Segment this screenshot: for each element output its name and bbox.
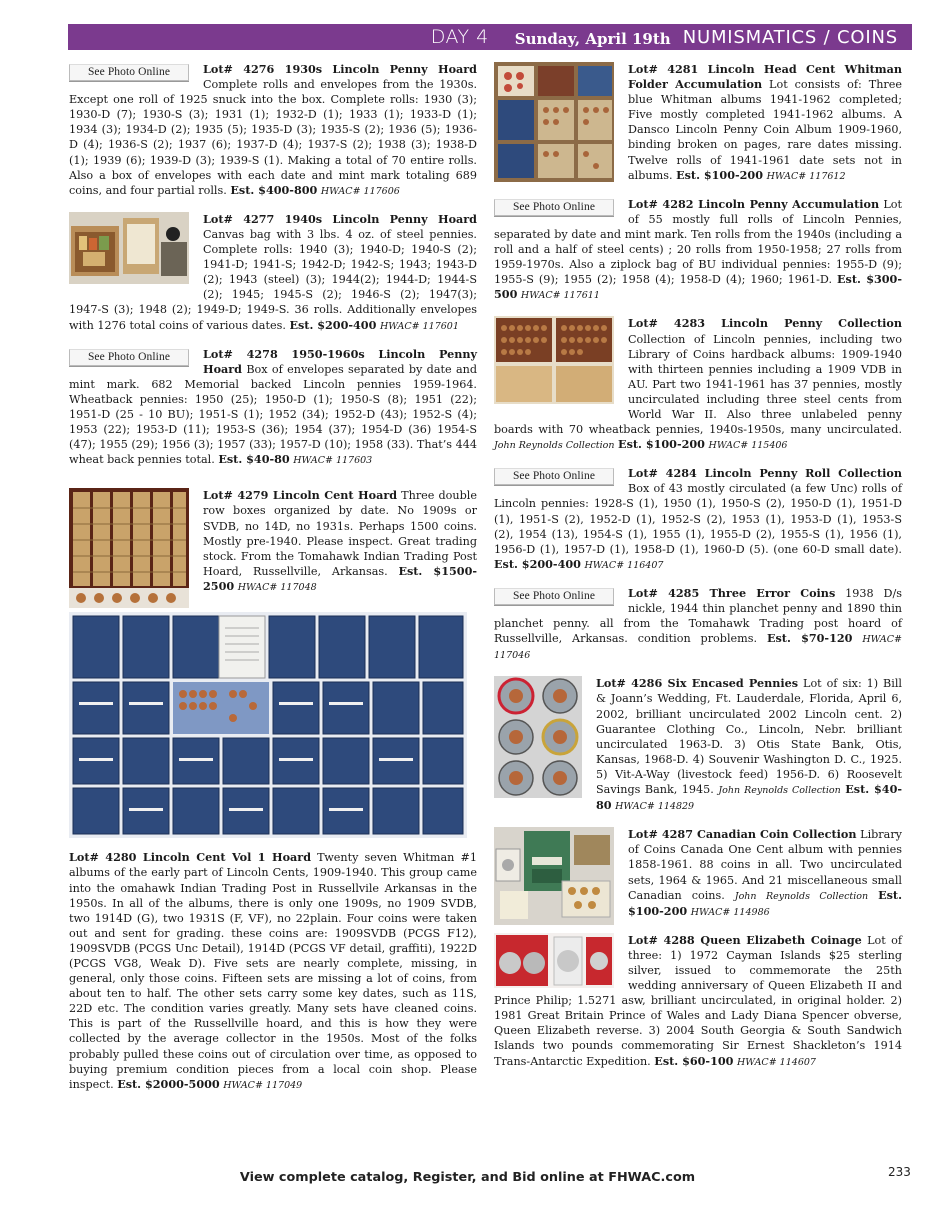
lot-estimate: Est. $300-500 [494, 272, 902, 302]
lot-estimate: Est. $60-100 [654, 1053, 734, 1068]
lot-photo[interactable] [494, 933, 614, 988]
lot-4286 [494, 676, 902, 814]
lot-4285 [494, 586, 902, 663]
lot-collection: John Reynolds Collection [494, 440, 615, 452]
page-header [68, 24, 912, 50]
lot-reference: HWAC# 117611 [520, 290, 600, 302]
see-photo-online-button[interactable]: See Photo Online [494, 199, 614, 216]
lot-photo[interactable] [494, 62, 614, 182]
lot-4276 [69, 62, 477, 199]
footer-text: View complete catalog, Register, and Bid online at [239, 1170, 609, 1185]
lot-reference: HWAC# 117046 [494, 634, 902, 662]
lot-reference: HWAC# 115406 [708, 440, 788, 452]
see-photo-online-button[interactable]: See Photo Online [69, 349, 189, 366]
lot-4283 [494, 316, 902, 453]
lot-4279 [69, 488, 477, 595]
lot-4287 [494, 827, 902, 920]
lot-reference: HWAC# 117049 [223, 1079, 303, 1091]
lot-description: Lot of three: 1) 1972 Cayman Islands $25 sterling silver, issued to commemorate the 25th wedding anniversary of Queen Elizabeth II and Prince Philip; 1.5271 asw, brilliant uncirculated, in original holder. 2) 1981 Great Britain Prince of Wales and Lady Diana Spencer obverse, Queen Elizabeth reverse. 3) 2004 South Georgia & South Sandwich Islands two pounds commemorating Sir Ernest Shackleton’s 1914 Trans-Antarctic Expedition. [494, 933, 902, 1068]
lot-reference: HWAC# 117603 [293, 455, 373, 467]
lot-title: Lot# 4284 Lincoln Penny Roll Collection [628, 466, 902, 481]
lot-photo[interactable] [494, 316, 614, 404]
lot-4284 [494, 466, 902, 573]
lot-collection: John Reynolds Collection [718, 785, 841, 797]
lot-description: Lot of 55 mostly full rolls of Lincoln Pennies, separated by date and mint mark. Ten rolls from the 1940s (including a roll and a half of steel cents) ; 20 rolls from 1950-1958; 27 rolls from 1959-1970s. Also a ziplock bag of BU individual pennies: 1955-D (9); 1955-S (9); 1955 (2); 1958 (4); 1958-D (4); 1960; 1961-D. [494, 197, 902, 287]
lot-4280 [69, 850, 477, 1093]
left-column [69, 62, 477, 1106]
see-photo-online-button[interactable]: See Photo Online [494, 588, 614, 605]
lot-reference: HWAC# 114607 [737, 1056, 816, 1068]
lot-title: Lot# 4280 Lincoln Cent Vol 1 Hoard [69, 850, 312, 865]
lot-description: Complete rolls and envelopes from the 1930s. Except one roll of 1925 snuck into the box. Complete rolls: 1930 (3); 1930-D (7); 1930-S (3); 1931 (1); 1932-D (1); 1933 (1); 1933-D (1); 1934 (3); 1934-D (2); 1935 (5); 1935-D (3); 1935-S (2); 1936 (5); 1936-D (4); 1936-S (2); 1937 (6); 1937-D (4); 1937-S (2); 1938 (3); 1938-D (1); 1939 (6); 1939-D (3); 1939-S (1). Making a total of 70 entire rolls. Also a box of envelopes with each date and mint mark totaling 689 coins, and four partial rolls. [69, 78, 477, 197]
lot-title: Lot# 4287 Canadian Coin Collection [628, 827, 857, 842]
lot-title: Lot# 4286 Six Encased Pennies [596, 676, 799, 691]
lot-4282 [494, 197, 902, 304]
lot-title: Lot# 4281 Lincoln Head Cent Whitman Folder Accumulation [628, 62, 902, 92]
lot-description: Collection of Lincoln pennies, including two Library of Coins hardback albums: 1909-1940 with thirteen pennies including a 1909 VDB in AU. Part two 1941-1961 has 37 pennies, mostly uncirculated including three steel cents from World War II. Also three unlabeled penny boards with 70 wheatback pennies, 1940s-1950s, many uncirculated. [494, 332, 902, 437]
lot-4280-photo[interactable] [69, 612, 467, 838]
lot-description: Canvas bag with 3 lbs. 4 oz. of steel pennies. Complete rolls: 1940 (3); 1940-D; 1940-S (2); 1941-D; 1941-S; 1942-D; 1942-S; 1943; 1943-D (2); 1943 (steel) (3); 1944(2); 1944-D; 1944-S (2); 1945; 1945-S (2); 1946-S (2); 1947(3); 1947-S (3); 1948 (2); 1949-D; 1949-S. 36 rolls. Additionally envelopes with 1276 total coins of various dates. [69, 227, 477, 332]
see-photo-online-button[interactable]: See Photo Online [69, 64, 189, 81]
lot-description: Lot of six: 1) Bill & Joann’s Wedding, Ft. Lauderdale, Florida, April 6, 2002, brilliant uncirculated 2002 Lincoln cent. 2) Guarantee Clothing Co., Lincoln, Nebr. brilliant uncirculated 1963-D. 3) Otis State Bank, Otis, Kansas, 1968-D. 4) Souvenir Washington D. C., 1925. 5) Vit-A-Way (livestock feed) 1956-D. 6) Roosevelt Savings Bank, 1945. [596, 677, 902, 797]
lot-title: Lot# 4277 1940s Lincoln Penny Hoard [203, 211, 477, 226]
lot-estimate: Est. $1500-2500 [203, 563, 477, 593]
lot-reference: HWAC# 114829 [615, 801, 695, 813]
lot-collection: John Reynolds Collection [734, 890, 869, 902]
lot-title: Lot# 4288 Queen Elizabeth Coinage [628, 932, 862, 947]
header-section: NUMISMATICS / COINS [682, 27, 898, 48]
lot-title: Lot# 4279 Lincoln Cent Hoard [203, 488, 398, 503]
lot-description: Lot consists of: Three blue Whitman albums 1941-1962 completed; Five mostly completed 1941-1962 albums. A Dansco Lincoln Penny Coin Album 1909-1960, binding broken on pages, rare dates missing. Twelve rolls of 1941-1961 date sets not in albums. [628, 78, 902, 182]
lot-estimate: Est. $40-80 [218, 452, 290, 467]
lot-photo[interactable] [494, 827, 614, 925]
lot-4277 [69, 212, 477, 334]
lot-title: Lot# 4282 Lincoln Penny Accumulation [628, 196, 880, 211]
lot-reference: HWAC# 116407 [584, 559, 664, 571]
lot-photo[interactable] [494, 676, 582, 798]
page-footer [0, 1170, 935, 1185]
lot-4288 [494, 933, 902, 1070]
lot-description: Library of Coins Canada One Cent album with pennies 1858-1961. 88 coins in all. Two uncirculated sets, 1964 & 1965. And 21 miscellaneous small Canadian coins. [628, 828, 902, 902]
lot-4281 [494, 62, 902, 184]
lot-description: Box of envelopes separated by date and mint mark. 682 Memorial backed Lincoln pennies 1959-1964. Wheatback pennies: 1950 (25); 1950-D (1); 1950-S (8); 1951 (22); 1951-D (25 - 10 BU); 1951-S (1); 1952 (34); 1952-D (43); 1952-S (4); 1953 (22); 1953-D (11); 1953-S (36); 1954 (37); 1954-D (36) 1954-S (47); 1955 (29); 1956 (3); 1957 (33); 1957-D (10); 1958 (33). That’s 444 wheat back pennies total. [69, 362, 477, 467]
lot-estimate: Est. $200-400 [494, 556, 581, 571]
lot-description: 1938 D/s nickle, 1944 thin planchet penny and 1890 thin planchet penny. all from the Tomahawk Trading post hoard of Russellville, Arkansas. condition problems. [494, 586, 902, 646]
lot-photo[interactable] [69, 488, 189, 608]
lot-estimate: Est. $100-200 [618, 437, 705, 452]
lot-reference: HWAC# 117048 [237, 581, 317, 593]
lot-description: Box of 43 mostly circulated (a few Unc) rolls of Lincoln pennies: 1928-S (1), 1950 (1), 1950-S (2), 1950-D (1), 1951-D (1), 1951-S (2), 1952-D (1), 1952-S (2), 1953 (1), 1953-D (1), 1953-S (2), 1954 (13), 1954-S (1), 1955 (1), 1955-D (2), 1955-S (1), 1956 (1), 1956-D (1), 1957-D (1), 1958-D (1), 1960-D (5). (one 60-D small date). [494, 482, 902, 556]
lot-title: Lot# 4278 1950-1960s Lincoln Penny Hoard [203, 346, 477, 376]
lot-estimate: Est. $40-80 [596, 782, 903, 813]
lot-reference: HWAC# 117612 [766, 170, 846, 182]
header-date: Sunday, April 19th [514, 30, 671, 48]
page-number: 233 [888, 1165, 911, 1179]
see-photo-online-button[interactable]: See Photo Online [494, 468, 614, 485]
lot-reference: HWAC# 117606 [320, 185, 400, 197]
lot-4278 [69, 347, 477, 469]
header-day: DAY 4 [430, 26, 489, 48]
lot-estimate: Est. $70-120 [766, 631, 853, 646]
lot-title: Lot# 4283 Lincoln Penny Collection [628, 316, 902, 331]
lot-description: Twenty seven Whitman #1 albums of the early part of Lincoln Cents, 1909-1940. This group came into the omahawk Indian Trading Post in Russellvile Arkansas in the 1950s. In all of the albums, there is only one 1909s, no 1909 SVDB, two 1914D (G), two 1931S (F, VF), no 22plain. Four coins were taken out and sent for grading. these coins are: 1909SVDB (PCGS F12), 1909SVDB (PCGS Unc Detail), 1914D (PCGS VF detail, graffiti), 1922D (PCGS VG8, Weak D). Five sets are nearly complete, missing, in general, only those coins. Fifteen sets are missing a lot of coins, from about ten to half. The other sets carry some key dates, such as 11S, 22D etc. The condition varies greatly. Many sets have cleaned coins. This is part of the Russellville hoard, and this is how they were collected by the average collector in the 1950s. Most of the folks probably pulled these coins out of circulation over time, as opposed to buying premium condition pieces from a local coin shop. Please inspect. [69, 851, 477, 1091]
lot-title: Lot# 4285 Three Error Coins [628, 585, 836, 600]
lot-estimate: Est. $100-200 [676, 167, 763, 182]
lot-estimate: Est. $100-200 [628, 887, 902, 918]
lot-photo[interactable] [69, 212, 189, 284]
lot-estimate: Est. $200-400 [289, 317, 377, 332]
lot-description: Three double row boxes organized by date. No 1909s or SVDB, no 14D, no 1931s. Perhaps 1500 coins. Mostly pre-1940. Please inspect. Great trading stock. From the Tomahawk Indian Trading Post Hoard, Russellville, Arkansas. [203, 489, 477, 578]
lot-reference: HWAC# 114986 [690, 906, 770, 918]
lot-estimate: Est. $2000-5000 [117, 1076, 220, 1091]
footer-site-link[interactable]: FHWAC.com [608, 1170, 696, 1185]
lot-estimate: Est. $400-800 [230, 182, 318, 197]
lot-title: Lot# 4276 1930s Lincoln Penny Hoard [203, 62, 477, 76]
right-column [494, 62, 902, 1083]
lot-reference: HWAC# 117601 [379, 320, 459, 332]
